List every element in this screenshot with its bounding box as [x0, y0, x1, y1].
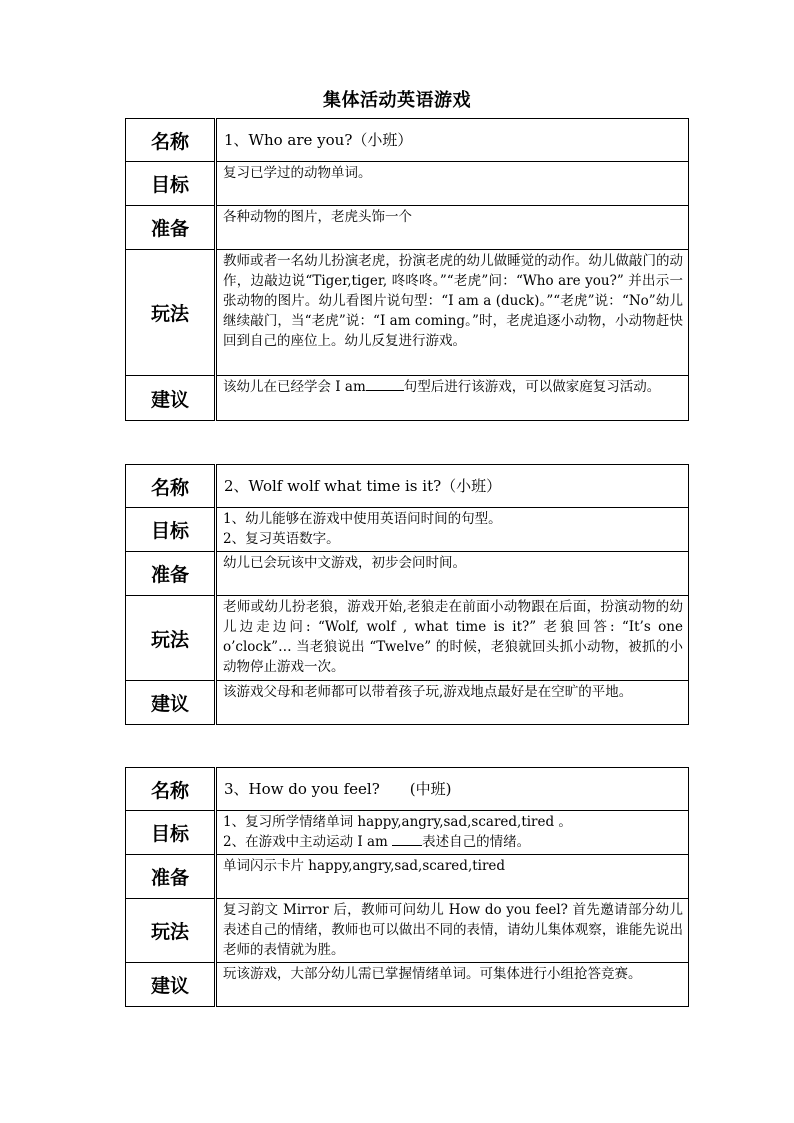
goal-line-2: 2、复习英语数字。 — [223, 531, 340, 547]
label-play: 玩法 — [126, 899, 216, 963]
label-play: 玩法 — [126, 250, 216, 376]
label-advice: 建议 — [126, 376, 216, 421]
game-advice: 玩该游戏，大部分幼儿需已掌握情绪单词。可集体进行小组抢答竞赛。 — [216, 963, 689, 1007]
game-table-2 — [125, 464, 689, 725]
label-prep: 准备 — [126, 552, 216, 596]
goal-text-before: 2、在游戏中主动运动 I am — [223, 834, 388, 850]
goal-line-1: 1、幼儿能够在游戏中使用英语问时间的句型。 — [223, 511, 502, 527]
game-table-3 — [125, 767, 689, 1007]
label-name: 名称 — [126, 119, 216, 162]
game-prep: 各种动物的图片，老虎头饰一个 — [216, 206, 689, 250]
label-advice: 建议 — [126, 681, 216, 725]
game-name: 2、Wolf wolf what time is it?（小班） — [216, 465, 689, 508]
game-goal — [216, 508, 689, 552]
advice-text-before: 该幼儿在已经学会 I am — [223, 379, 366, 395]
fill-in-blank — [366, 378, 404, 391]
label-goal: 目标 — [126, 811, 216, 855]
goal-line-2 — [223, 832, 683, 852]
label-prep: 准备 — [126, 855, 216, 899]
game-prep: 幼儿已会玩该中文游戏，初步会问时间。 — [216, 552, 689, 596]
goal-line-1: 1、复习所学情绪单词 happy,angry,sad,scared,tired 。 — [223, 814, 572, 830]
game-name: 3、How do you feel? (中班) — [216, 768, 689, 811]
game-advice: 该游戏父母和老师都可以带着孩子玩,游戏地点最好是在空旷的平地。 — [216, 681, 689, 725]
advice-text-after: 句型后进行该游戏，可以做家庭复习活动。 — [403, 379, 661, 395]
game-advice — [216, 376, 689, 421]
game-table-1 — [125, 118, 689, 421]
game-name: 1、Who are you?（小班） — [216, 119, 689, 162]
fill-in-blank — [392, 833, 422, 846]
game-play: 老师或幼儿扮老狼，游戏开始,老狼走在前面小动物跟在后面，扮演动物的幼儿边走边问: “Wolf, wolf , what time is it?” 老狼回答: “It’s one o’clock”… 当老狼说出 “Twelve” 的时候，老狼就回头抓小动物，被抓的小动物停止游戏一次。 — [216, 596, 689, 681]
label-name: 名称 — [126, 465, 216, 508]
goal-text-after: 表述自己的情绪。 — [422, 834, 531, 850]
label-goal: 目标 — [126, 162, 216, 206]
game-goal — [216, 811, 689, 855]
label-prep: 准备 — [126, 206, 216, 250]
game-goal: 复习已学过的动物单词。 — [216, 162, 689, 206]
label-goal: 目标 — [126, 508, 216, 552]
label-name: 名称 — [126, 768, 216, 811]
game-play: 复习韵文 Mirror 后，教师可问幼儿 How do you feel? 首先邀请部分幼儿表述自己的情绪，教师也可以做出不同的表情，请幼儿集体观察，谁能先说出老师的表情就为胜。 — [216, 899, 689, 963]
label-advice: 建议 — [126, 963, 216, 1007]
game-prep: 单词闪示卡片 happy,angry,sad,scared,tired — [216, 855, 689, 899]
page-title: 集体活动英语游戏 — [323, 90, 471, 111]
label-play: 玩法 — [126, 596, 216, 681]
game-play: 教师或者一名幼儿扮演老虎，扮演老虎的幼儿做睡觉的动作。幼儿做敲门的动作，边敲边说“Tiger,tiger, 咚咚咚。”“老虎”问：“Who are you?” 并出示一张动物的图片。幼儿看图片说句型：“I am a (duck)。”“老虎”说：“No”幼儿继续敲门，当“老虎”说：“I am coming。”时，老虎追逐小动物，小动物赶快回到自己的座位上。幼儿反复进行游戏。 — [216, 250, 689, 376]
